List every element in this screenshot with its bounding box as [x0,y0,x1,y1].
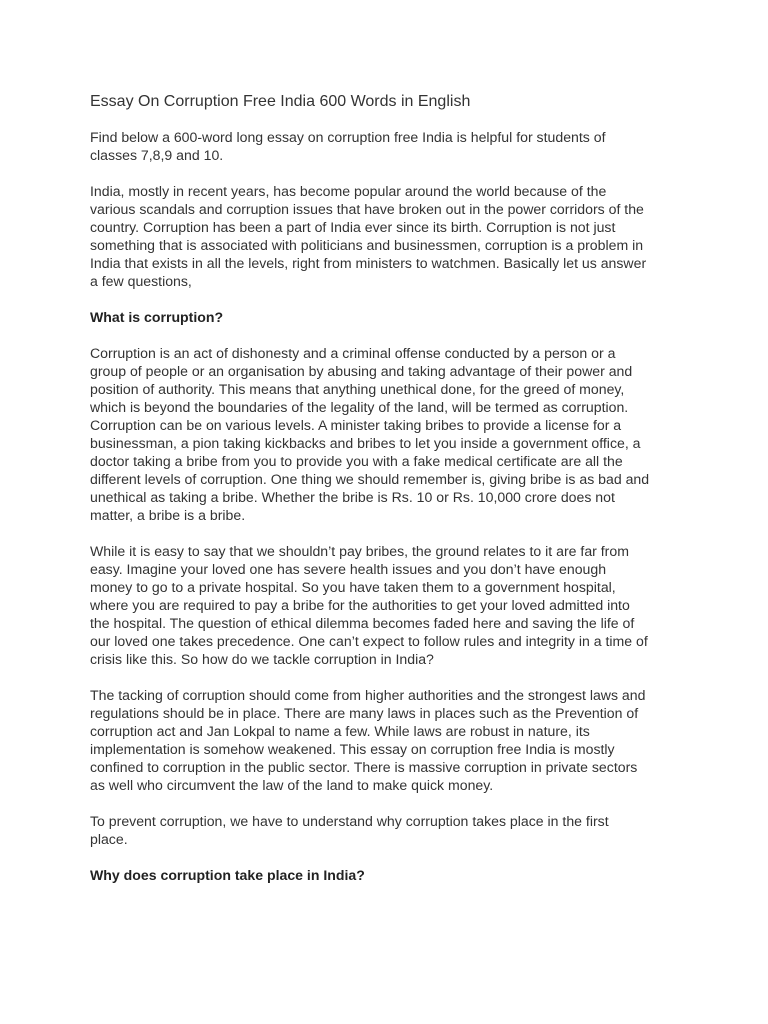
essay-content [90,92,650,902]
section-heading-why-corruption: Why does corruption take place in India? [90,867,365,883]
section-heading-what-is-corruption: What is corruption? [90,309,224,325]
paragraph-4: The tacking of corruption should come from higher authorities and the strongest laws and regulations should be in place. There are many laws in places such as the Prevention of corruption act and Jan Lokpal to name a few. While laws are robust in nature, its implementation is somehow weakened. This essay on corruption free India is mostly confined to corruption in the public sector. There is massive corruption in private sectors as well who circumvent the law of the land to make quick money. [90,687,646,793]
paragraph-2: Corruption is an act of dishonesty and a criminal offense conducted by a person or a group of people or an organisation by abusing and taking advantage of their power and position of authority. This means that anything unethical done, for the greed of money, which is beyond the boundaries of the legality of the land, will be termed as corruption. Corruption can be on various levels. A minister taking bribes to provide a license for a businessman, a pion taking kickbacks and bribes to let you inside a government office, a doctor taking a bribe from you to provide you with a fake medical certificate are all the different levels of corruption. One thing we should remember is, giving bribe is as bad and unethical as taking a bribe. Whether the bribe is Rs. 10 or Rs. 10,000 crore does not matter, a bribe is a bribe. [90,345,650,523]
paragraph-5: To prevent corruption, we have to understand why corruption takes place in the first place. [90,813,609,847]
intro-paragraph: Find below a 600-word long essay on corruption free India is helpful for students of classes 7,8,9 and 10. [90,129,606,163]
paragraph-3: While it is easy to say that we shouldn’t pay bribes, the ground relates to it are far from easy. Imagine your loved one has severe health issues and you don’t have enough money to go to a private hospital. So you have taken them to a government hospital, where you are required to pay a bribe for the authorities to get your loved admitted into the hospital. The question of ethical dilemma becomes faded here and saving the life of our loved one takes precedence. One can’t expect to follow rules and integrity in a time of crisis like this. So how do we tackle corruption in India? [90,543,648,667]
document-title: Essay On Corruption Free India 600 Words in English [90,93,471,110]
paragraph-1: India, mostly in recent years, has become popular around the world because of the various scandals and corruption issues that have broken out in the power corridors of the country. Corruption has been a part of India ever since its birth. Corruption is not just something that is associated with politicians and businessmen, corruption is a problem in India that exists in all the levels, right from ministers to watchmen. Basically let us answer a few questions, [90,183,647,289]
